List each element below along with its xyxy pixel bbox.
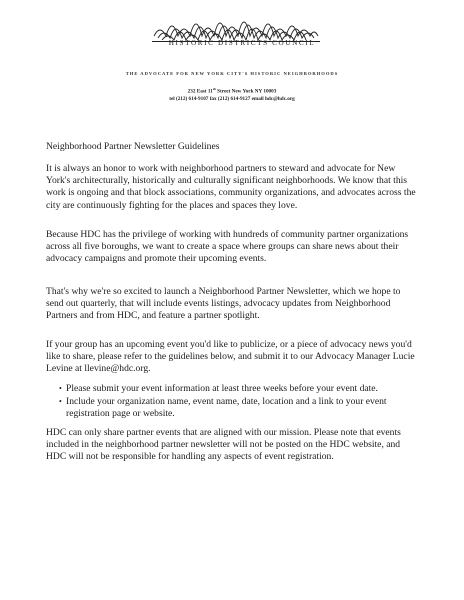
paragraph-privilege: Because HDC has the privilege of working with hundreds of community partner organizations across all five boroughs, we want to create a space where groups can share news about their advocacy campaigns and promote their upcoming events. xyxy=(46,229,409,265)
org-name: HISTORIC DISTRICTS COUNCIL xyxy=(168,39,316,47)
bullet-dot-icon: • xyxy=(59,397,62,406)
org-contact: tel (212) 614-9107 fax (212) 614-9127 email hdc@hdc.org xyxy=(169,96,295,102)
paragraph-submit: If your group has an upcoming event you'd like to publicize, or a piece of advocacy news you'd like to share, please refer to the guidelines below, and submit it to our Advocacy Manager Lucie Levine at llevine@hdc.org. xyxy=(46,339,415,375)
guideline-text: Include your organization name, event name, date, location and a link to your event registration page or website. xyxy=(66,396,387,420)
org-address: 232 East 11th Street New York NY 10003 xyxy=(187,87,277,95)
document-title: Neighborhood Partner Newsletter Guidelines xyxy=(46,141,220,152)
guideline-bullet xyxy=(59,383,416,395)
guideline-bullet xyxy=(59,396,416,420)
paragraph-policy: HDC can only share partner events that are aligned with our mission. Please note that events included in the neighborhood partner newsletter will not be posted on the HDC website, and HDC will not be responsible for handling any aspects of event registration. xyxy=(46,427,401,463)
org-tagline: THE ADVOCATE FOR NEW YORK CITY'S HISTORIC NEIGHBORHOODS xyxy=(125,71,339,76)
guideline-text: Please submit your event information at least three weeks before your event date. xyxy=(66,383,378,394)
paragraph-launch: That's why we're so excited to launch a Neighborhood Partner Newsletter, which we hope to send out quarterly, that will include events listings, advocacy updates from Neighborhood Partners and from HDC, and feature a partner spotlight. xyxy=(46,286,401,322)
paragraph-intro: It is always an honor to work with neighborhood partners to steward and advocate for New York's architecturally, historically and culturally significant neighborhoods. We know that this work is ongoing and that block associations, community organizations, and advocates across the city are continuously fighting for the places and spaces they love. xyxy=(46,163,416,211)
bullet-dot-icon: • xyxy=(59,384,62,393)
